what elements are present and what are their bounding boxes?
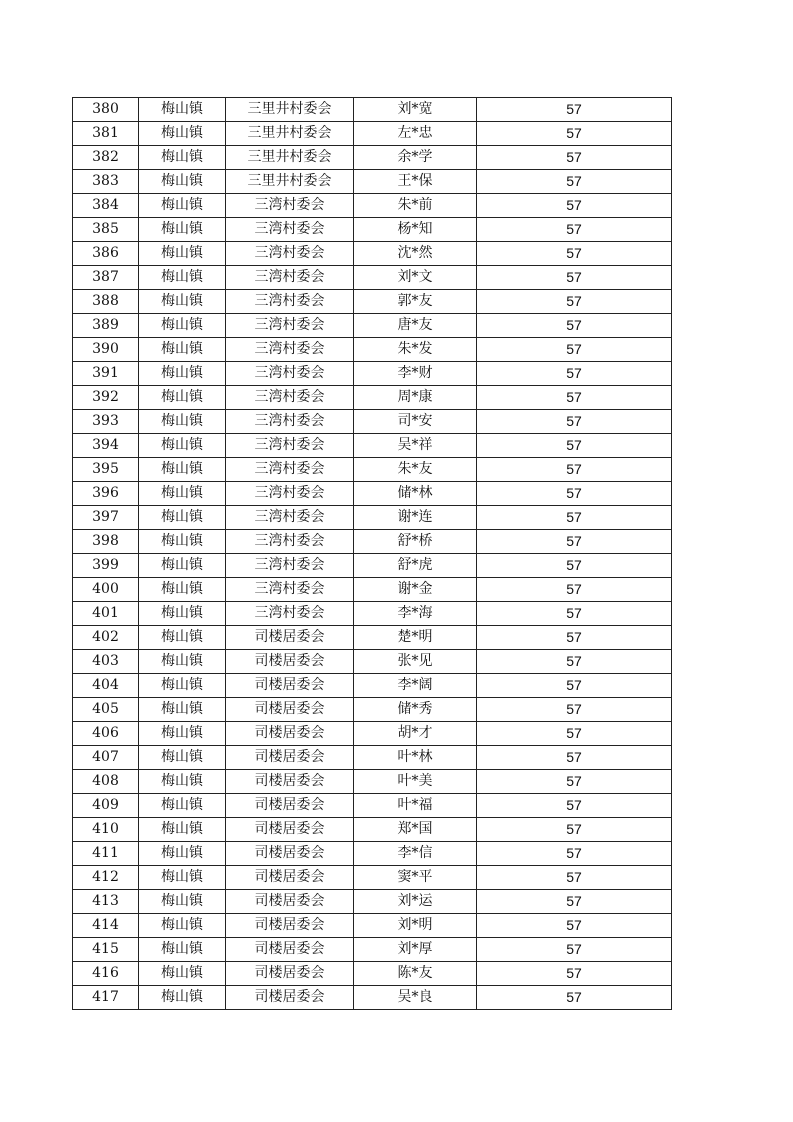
table-row — [73, 506, 672, 530]
committee-cell: 三湾村委会 — [226, 434, 354, 458]
row-number-cell: 383 — [73, 170, 139, 194]
name-cell: 吴*良 — [354, 986, 477, 1010]
committee-cell: 三里井村委会 — [226, 146, 354, 170]
row-number-cell: 388 — [73, 290, 139, 314]
row-number-cell: 397 — [73, 506, 139, 530]
committee-cell: 司楼居委会 — [226, 746, 354, 770]
table-row — [73, 482, 672, 506]
table-row — [73, 122, 672, 146]
amount-cell: 57 — [477, 386, 672, 410]
name-cell: 储*林 — [354, 482, 477, 506]
town-cell: 梅山镇 — [139, 794, 226, 818]
table-row — [73, 962, 672, 986]
row-number-cell: 382 — [73, 146, 139, 170]
table-row — [73, 674, 672, 698]
town-cell: 梅山镇 — [139, 842, 226, 866]
amount-cell: 57 — [477, 122, 672, 146]
committee-cell: 三湾村委会 — [226, 338, 354, 362]
committee-cell: 三湾村委会 — [226, 530, 354, 554]
amount-cell: 57 — [477, 506, 672, 530]
committee-cell: 三湾村委会 — [226, 482, 354, 506]
table-row — [73, 530, 672, 554]
row-number-cell: 386 — [73, 242, 139, 266]
town-cell: 梅山镇 — [139, 554, 226, 578]
amount-cell: 57 — [477, 482, 672, 506]
row-number-cell: 407 — [73, 746, 139, 770]
name-cell: 叶*林 — [354, 746, 477, 770]
amount-cell: 57 — [477, 818, 672, 842]
town-cell: 梅山镇 — [139, 242, 226, 266]
name-cell: 郑*国 — [354, 818, 477, 842]
name-cell: 刘*厚 — [354, 938, 477, 962]
committee-cell: 三湾村委会 — [226, 410, 354, 434]
amount-cell: 57 — [477, 410, 672, 434]
table-row — [73, 986, 672, 1010]
row-number-cell: 399 — [73, 554, 139, 578]
town-cell: 梅山镇 — [139, 938, 226, 962]
amount-cell: 57 — [477, 674, 672, 698]
name-cell: 叶*福 — [354, 794, 477, 818]
committee-cell: 三湾村委会 — [226, 218, 354, 242]
town-cell: 梅山镇 — [139, 362, 226, 386]
committee-cell: 三湾村委会 — [226, 362, 354, 386]
row-number-cell: 414 — [73, 914, 139, 938]
town-cell: 梅山镇 — [139, 290, 226, 314]
name-cell: 舒*桥 — [354, 530, 477, 554]
committee-cell: 三湾村委会 — [226, 602, 354, 626]
row-number-cell: 398 — [73, 530, 139, 554]
name-cell: 谢*金 — [354, 578, 477, 602]
table-row — [73, 602, 672, 626]
table-row — [73, 290, 672, 314]
amount-cell: 57 — [477, 602, 672, 626]
town-cell: 梅山镇 — [139, 674, 226, 698]
town-cell: 梅山镇 — [139, 338, 226, 362]
town-cell: 梅山镇 — [139, 218, 226, 242]
table-row — [73, 458, 672, 482]
table-row — [73, 554, 672, 578]
committee-cell: 司楼居委会 — [226, 938, 354, 962]
amount-cell: 57 — [477, 146, 672, 170]
amount-cell: 57 — [477, 962, 672, 986]
row-number-cell: 404 — [73, 674, 139, 698]
committee-cell: 三湾村委会 — [226, 242, 354, 266]
row-number-cell: 400 — [73, 578, 139, 602]
row-number-cell: 412 — [73, 866, 139, 890]
town-cell: 梅山镇 — [139, 914, 226, 938]
town-cell: 梅山镇 — [139, 146, 226, 170]
row-number-cell: 394 — [73, 434, 139, 458]
name-cell: 陈*友 — [354, 962, 477, 986]
committee-cell: 司楼居委会 — [226, 914, 354, 938]
committee-cell: 三里井村委会 — [226, 98, 354, 122]
table-row — [73, 938, 672, 962]
table-body — [73, 98, 672, 1010]
amount-cell: 57 — [477, 434, 672, 458]
amount-cell: 57 — [477, 218, 672, 242]
committee-cell: 司楼居委会 — [226, 626, 354, 650]
table-row — [73, 842, 672, 866]
table-row — [73, 242, 672, 266]
town-cell: 梅山镇 — [139, 314, 226, 338]
row-number-cell: 403 — [73, 650, 139, 674]
amount-cell: 57 — [477, 290, 672, 314]
table-row — [73, 98, 672, 122]
committee-cell: 司楼居委会 — [226, 770, 354, 794]
committee-cell: 司楼居委会 — [226, 818, 354, 842]
table-row — [73, 818, 672, 842]
row-number-cell: 401 — [73, 602, 139, 626]
row-number-cell: 408 — [73, 770, 139, 794]
town-cell: 梅山镇 — [139, 458, 226, 482]
table-row — [73, 890, 672, 914]
name-cell: 张*见 — [354, 650, 477, 674]
committee-cell: 三湾村委会 — [226, 506, 354, 530]
amount-cell: 57 — [477, 650, 672, 674]
amount-cell: 57 — [477, 770, 672, 794]
town-cell: 梅山镇 — [139, 170, 226, 194]
table-row — [73, 386, 672, 410]
committee-cell: 三湾村委会 — [226, 314, 354, 338]
name-cell: 朱*发 — [354, 338, 477, 362]
table-row — [73, 914, 672, 938]
name-cell: 李*阔 — [354, 674, 477, 698]
amount-cell: 57 — [477, 170, 672, 194]
name-cell: 李*海 — [354, 602, 477, 626]
amount-cell: 57 — [477, 530, 672, 554]
town-cell: 梅山镇 — [139, 434, 226, 458]
table-row — [73, 410, 672, 434]
committee-cell: 司楼居委会 — [226, 722, 354, 746]
amount-cell: 57 — [477, 554, 672, 578]
table-row — [73, 698, 672, 722]
amount-cell: 57 — [477, 842, 672, 866]
town-cell: 梅山镇 — [139, 386, 226, 410]
amount-cell: 57 — [477, 362, 672, 386]
amount-cell: 57 — [477, 266, 672, 290]
town-cell: 梅山镇 — [139, 962, 226, 986]
name-cell: 刘*运 — [354, 890, 477, 914]
row-number-cell: 396 — [73, 482, 139, 506]
committee-cell: 司楼居委会 — [226, 674, 354, 698]
committee-cell: 三湾村委会 — [226, 194, 354, 218]
name-cell: 左*忠 — [354, 122, 477, 146]
name-cell: 周*康 — [354, 386, 477, 410]
committee-cell: 司楼居委会 — [226, 842, 354, 866]
row-number-cell: 393 — [73, 410, 139, 434]
amount-cell: 57 — [477, 698, 672, 722]
name-cell: 吴*祥 — [354, 434, 477, 458]
table-row — [73, 746, 672, 770]
name-cell: 司*安 — [354, 410, 477, 434]
amount-cell: 57 — [477, 314, 672, 338]
table-row — [73, 218, 672, 242]
name-cell: 刘*宽 — [354, 98, 477, 122]
committee-cell: 三湾村委会 — [226, 458, 354, 482]
amount-cell: 57 — [477, 338, 672, 362]
town-cell: 梅山镇 — [139, 650, 226, 674]
committee-cell: 司楼居委会 — [226, 866, 354, 890]
town-cell: 梅山镇 — [139, 122, 226, 146]
table-row — [73, 146, 672, 170]
town-cell: 梅山镇 — [139, 698, 226, 722]
table-row — [73, 314, 672, 338]
row-number-cell: 416 — [73, 962, 139, 986]
amount-cell: 57 — [477, 626, 672, 650]
table-row — [73, 770, 672, 794]
name-cell: 窦*平 — [354, 866, 477, 890]
table-row — [73, 338, 672, 362]
name-cell: 胡*才 — [354, 722, 477, 746]
row-number-cell: 380 — [73, 98, 139, 122]
row-number-cell: 402 — [73, 626, 139, 650]
row-number-cell: 385 — [73, 218, 139, 242]
town-cell: 梅山镇 — [139, 746, 226, 770]
table-row — [73, 626, 672, 650]
name-cell: 刘*明 — [354, 914, 477, 938]
row-number-cell: 410 — [73, 818, 139, 842]
amount-cell: 57 — [477, 938, 672, 962]
committee-cell: 三湾村委会 — [226, 554, 354, 578]
name-cell: 杨*知 — [354, 218, 477, 242]
town-cell: 梅山镇 — [139, 266, 226, 290]
town-cell: 梅山镇 — [139, 986, 226, 1010]
amount-cell: 57 — [477, 794, 672, 818]
amount-cell: 57 — [477, 578, 672, 602]
amount-cell: 57 — [477, 98, 672, 122]
name-cell: 舒*虎 — [354, 554, 477, 578]
table-row — [73, 266, 672, 290]
row-number-cell: 381 — [73, 122, 139, 146]
name-cell: 余*学 — [354, 146, 477, 170]
committee-cell: 三里井村委会 — [226, 122, 354, 146]
table-row — [73, 794, 672, 818]
town-cell: 梅山镇 — [139, 530, 226, 554]
table-row — [73, 578, 672, 602]
amount-cell: 57 — [477, 194, 672, 218]
committee-cell: 司楼居委会 — [226, 698, 354, 722]
table-row — [73, 866, 672, 890]
row-number-cell: 392 — [73, 386, 139, 410]
town-cell: 梅山镇 — [139, 578, 226, 602]
amount-cell: 57 — [477, 986, 672, 1010]
name-cell: 唐*友 — [354, 314, 477, 338]
row-number-cell: 391 — [73, 362, 139, 386]
town-cell: 梅山镇 — [139, 410, 226, 434]
row-number-cell: 389 — [73, 314, 139, 338]
amount-cell: 57 — [477, 866, 672, 890]
row-number-cell: 406 — [73, 722, 139, 746]
name-cell: 谢*连 — [354, 506, 477, 530]
committee-cell: 司楼居委会 — [226, 986, 354, 1010]
name-cell: 刘*文 — [354, 266, 477, 290]
table-row — [73, 722, 672, 746]
table-row — [73, 362, 672, 386]
committee-cell: 三里井村委会 — [226, 170, 354, 194]
amount-cell: 57 — [477, 746, 672, 770]
name-cell: 王*保 — [354, 170, 477, 194]
committee-cell: 三湾村委会 — [226, 290, 354, 314]
amount-cell: 57 — [477, 890, 672, 914]
row-number-cell: 409 — [73, 794, 139, 818]
row-number-cell: 417 — [73, 986, 139, 1010]
committee-cell: 三湾村委会 — [226, 386, 354, 410]
amount-cell: 57 — [477, 722, 672, 746]
town-cell: 梅山镇 — [139, 770, 226, 794]
name-cell: 李*信 — [354, 842, 477, 866]
table-row — [73, 194, 672, 218]
town-cell: 梅山镇 — [139, 866, 226, 890]
town-cell: 梅山镇 — [139, 602, 226, 626]
subsidy-list-table — [72, 97, 672, 1010]
name-cell: 朱*友 — [354, 458, 477, 482]
table-row — [73, 434, 672, 458]
town-cell: 梅山镇 — [139, 98, 226, 122]
table-row — [73, 170, 672, 194]
town-cell: 梅山镇 — [139, 818, 226, 842]
amount-cell: 57 — [477, 242, 672, 266]
name-cell: 郭*友 — [354, 290, 477, 314]
name-cell: 储*秀 — [354, 698, 477, 722]
amount-cell: 57 — [477, 458, 672, 482]
name-cell: 朱*前 — [354, 194, 477, 218]
row-number-cell: 415 — [73, 938, 139, 962]
committee-cell: 司楼居委会 — [226, 650, 354, 674]
committee-cell: 三湾村委会 — [226, 578, 354, 602]
name-cell: 叶*美 — [354, 770, 477, 794]
amount-cell: 57 — [477, 914, 672, 938]
name-cell: 楚*明 — [354, 626, 477, 650]
row-number-cell: 384 — [73, 194, 139, 218]
committee-cell: 司楼居委会 — [226, 794, 354, 818]
name-cell: 李*财 — [354, 362, 477, 386]
row-number-cell: 411 — [73, 842, 139, 866]
row-number-cell: 413 — [73, 890, 139, 914]
row-number-cell: 395 — [73, 458, 139, 482]
committee-cell: 司楼居委会 — [226, 890, 354, 914]
row-number-cell: 387 — [73, 266, 139, 290]
town-cell: 梅山镇 — [139, 722, 226, 746]
town-cell: 梅山镇 — [139, 890, 226, 914]
row-number-cell: 405 — [73, 698, 139, 722]
committee-cell: 司楼居委会 — [226, 962, 354, 986]
table-row — [73, 650, 672, 674]
town-cell: 梅山镇 — [139, 194, 226, 218]
name-cell: 沈*然 — [354, 242, 477, 266]
row-number-cell: 390 — [73, 338, 139, 362]
town-cell: 梅山镇 — [139, 506, 226, 530]
committee-cell: 三湾村委会 — [226, 266, 354, 290]
town-cell: 梅山镇 — [139, 482, 226, 506]
town-cell: 梅山镇 — [139, 626, 226, 650]
